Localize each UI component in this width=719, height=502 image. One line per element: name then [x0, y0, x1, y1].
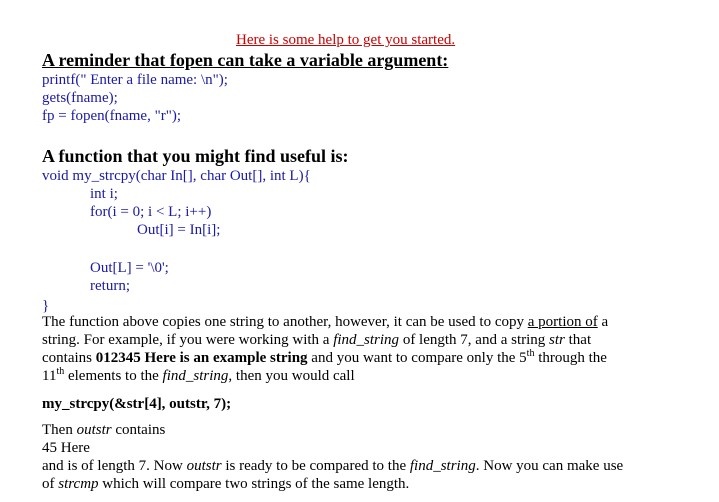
function-body-decl: int i;	[90, 186, 118, 202]
code-line-printf: printf(" Enter a file name: \n");	[42, 72, 228, 88]
explanation-text: , then you would call	[228, 368, 355, 384]
reminder-heading: A reminder that fopen can take a variable argument:	[42, 50, 449, 70]
explanation-text: through the	[534, 350, 607, 366]
function-body-terminate: Out[L] = '\0';	[90, 260, 169, 276]
explanation-text: contains	[42, 350, 96, 366]
portion-link[interactable]: a portion of	[527, 314, 598, 330]
result-text: which will compare two strings of the same length.	[98, 476, 410, 492]
result-line-3	[42, 458, 623, 475]
explanation-text: of length 7, and a string	[399, 332, 550, 348]
var-find-string: find_string	[333, 332, 400, 348]
explanation-text: and you want to compare only the 5	[307, 350, 527, 366]
help-link[interactable]: Here is some help to get you started.	[236, 32, 456, 48]
function-closing-brace: }	[42, 298, 50, 314]
explanation-text: The function above copies one string to another, however, it can be used to copy	[42, 314, 528, 330]
function-signature: void my_strcpy(char In[], char Out[], int L){	[42, 168, 311, 184]
function-call: my_strcpy(&str[4], outstr, 7);	[42, 396, 232, 412]
result-text: Then	[42, 422, 77, 438]
explanation-line-1	[42, 314, 608, 331]
explanation-text: a	[597, 314, 609, 330]
result-text: is ready to be compared to the	[221, 458, 410, 474]
result-value: 45 Here	[42, 440, 90, 456]
var-strcmp: strcmp	[58, 476, 99, 492]
var-outstr: outstr	[186, 458, 222, 474]
explanation-line-4	[42, 368, 355, 385]
result-text: and is of length 7. Now	[42, 458, 187, 474]
code-line-fopen: fp = fopen(fname, "r");	[42, 108, 181, 124]
result-line-4	[42, 476, 409, 493]
explanation-text: that	[564, 332, 592, 348]
explanation-line-3	[42, 350, 607, 367]
superscript: th	[526, 348, 535, 359]
result-text: . Now you can make use	[475, 458, 624, 474]
var-outstr: outstr	[76, 422, 112, 438]
function-heading: A function that you might find useful is:	[42, 146, 349, 166]
var-find-string: find_string	[162, 368, 229, 384]
result-text: contains	[111, 422, 166, 438]
var-find-string: find_string	[409, 458, 476, 474]
result-text: of	[42, 476, 59, 492]
example-string: 012345 Here is an example string	[95, 350, 308, 366]
explanation-line-2	[42, 332, 591, 349]
explanation-text: elements to the	[64, 368, 163, 384]
explanation-text: string. For example, if you were working with a	[42, 332, 334, 348]
superscript: th	[56, 366, 65, 377]
result-line-1	[42, 422, 165, 439]
explanation-text: 11	[42, 368, 57, 384]
function-body-return: return;	[90, 278, 130, 294]
var-str: str	[549, 332, 565, 348]
code-line-gets: gets(fname);	[42, 90, 118, 106]
function-body-assign: Out[i] = In[i];	[137, 222, 221, 238]
function-body-for: for(i = 0; i < L; i++)	[90, 204, 212, 220]
